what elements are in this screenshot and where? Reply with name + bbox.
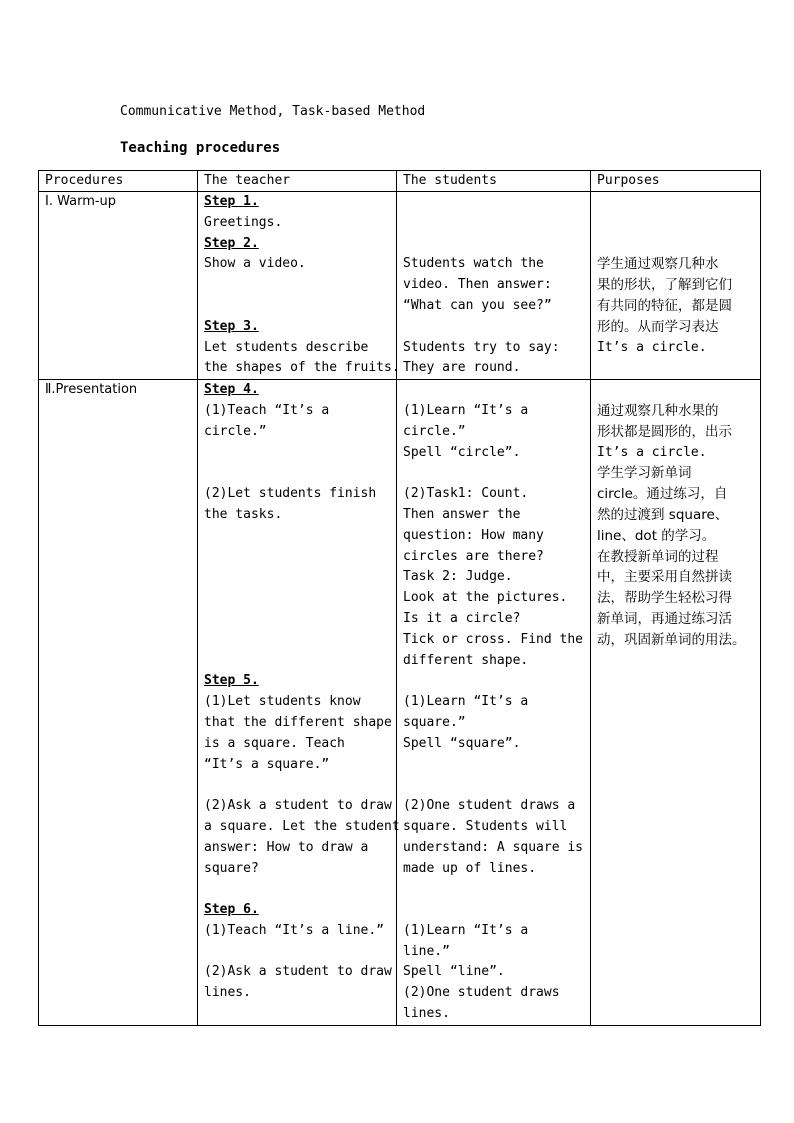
cell-text-line: [403, 755, 588, 776]
cell-text-line: They are round.: [403, 360, 521, 376]
cell-text-line: circles are there?: [403, 548, 544, 564]
step-label: Step 4.: [204, 382, 259, 398]
cell-text-line: [204, 630, 394, 651]
cell-text-line: It’s a circle.: [597, 339, 707, 355]
cell-text-line: [597, 213, 758, 234]
cell-text-line: (2)Ask a student to draw: [204, 798, 392, 814]
cell-text-line: question: How many: [403, 527, 544, 543]
step-label: Step 3.: [204, 318, 259, 334]
section-heading: Teaching procedures: [120, 140, 281, 156]
cell-text-line: “It’s a square.”: [204, 756, 330, 772]
cell-text-line: circle。通过练习，自: [597, 486, 728, 503]
cell-text-line: 形状都是圆形的，出示: [597, 423, 732, 440]
cell-text-line: 动，巩固新单词的用法。: [597, 631, 746, 648]
cell-text-line: square.”: [403, 714, 466, 730]
cell-text-line: square?: [204, 860, 259, 876]
header-purposes: Purposes: [591, 171, 761, 192]
header-teacher: The teacher: [198, 171, 397, 192]
cell-text-line: made up of lines.: [403, 860, 537, 876]
cell-text-line: [204, 609, 394, 630]
cell-text-line: the shapes of the fruits.: [204, 360, 400, 376]
cell-text-line: Students try to say:: [403, 339, 560, 355]
table-row-presentation: [39, 380, 761, 1026]
cell-text-line: 法，帮助学生轻松习得: [597, 590, 732, 607]
cell-text-line: [204, 463, 394, 484]
cell-text-line: Look at the pictures.: [403, 590, 568, 606]
cell-text-line: line.”: [403, 943, 450, 959]
teacher-cell: [198, 380, 400, 1026]
cell-text-line: [597, 192, 758, 213]
cell-text-line: circle.”: [204, 423, 267, 439]
cell-text-line: different shape.: [403, 652, 529, 668]
cell-text-line: (1)Learn “It’s a: [403, 694, 529, 710]
cell-text-line: 在教授新单词的过程: [597, 548, 719, 565]
cell-text-line: answer: How to draw a: [204, 839, 369, 855]
cell-text-line: (1)Let students know: [204, 694, 361, 710]
cell-text-line: (1)Learn “It’s a: [403, 402, 529, 418]
cell-text-line: 然的过渡到 square、: [597, 506, 729, 523]
cell-text-line: Greetings.: [204, 214, 283, 230]
cell-text-line: It’s a circle.: [597, 444, 707, 460]
purposes-cell: [591, 380, 761, 1026]
cell-text-line: (2)Task1: Count.: [403, 486, 529, 502]
cell-text-line: [403, 192, 588, 213]
cell-text-line: [403, 380, 588, 401]
cell-text-line: [403, 775, 588, 796]
teaching-methods-line: Communicative Method, Task-based Method: [120, 104, 426, 119]
cell-text-line: [204, 567, 394, 588]
cell-text-line: (2)One student draws a: [403, 798, 576, 814]
cell-text-line: Spell “circle”.: [403, 444, 521, 460]
table-header-row: [39, 171, 761, 192]
cell-text-line: (1)Learn “It’s a: [403, 922, 529, 938]
cell-text-line: [597, 234, 758, 255]
step-label: Step 6.: [204, 902, 259, 918]
table-row-warm-up: [39, 192, 761, 380]
cell-text-line: Is it a circle?: [403, 610, 521, 626]
cell-text-line: that the different shape: [204, 714, 392, 730]
cell-text-line: 中，主要采用自然拼读: [597, 569, 732, 586]
teacher-cell: [198, 192, 400, 380]
cell-text-line: [403, 234, 588, 255]
cell-text-line: [204, 651, 394, 672]
cell-text-line: the tasks.: [204, 506, 283, 522]
cell-text-line: [403, 213, 588, 234]
cell-text-line: 形的。从而学习表达: [597, 318, 719, 335]
cell-text-line: video. Then answer:: [403, 277, 552, 293]
cell-text-line: [204, 588, 394, 609]
cell-text-line: Then answer the: [403, 506, 521, 522]
step-label: Step 2.: [204, 235, 259, 251]
cell-text-line: [403, 671, 588, 692]
cell-text-line: lines.: [204, 985, 251, 1001]
cell-text-line: [597, 380, 758, 401]
cell-text-line: Let students describe: [204, 339, 369, 355]
step-label: Step 1.: [204, 194, 259, 209]
cell-text-line: Spell “square”.: [403, 735, 521, 751]
procedure-cell: [39, 380, 198, 1026]
cell-text-line: [204, 526, 394, 547]
cell-text-line: “What can you see?”: [403, 297, 552, 313]
cell-text-line: 果的形状，了解到它们: [597, 277, 732, 294]
cell-text-line: [204, 296, 394, 317]
cell-text-line: [403, 900, 588, 921]
cell-text-line: line、dot 的学习。: [597, 527, 716, 544]
cell-text-line: Tick or cross. Find the: [403, 631, 584, 647]
procedures-table: [38, 170, 761, 1026]
cell-text-line: 通过观察几种水果的: [597, 402, 719, 419]
cell-text-line: [204, 775, 394, 796]
cell-text-line: (1)Teach “It’s a: [204, 402, 330, 418]
cell-text-line: [403, 317, 588, 338]
cell-text-line: understand: A square is: [403, 839, 584, 855]
procedure-cell: [39, 192, 198, 380]
cell-text-line: [403, 463, 588, 484]
cell-text-line: Students watch the: [403, 256, 544, 272]
cell-text-line: Task 2: Judge.: [403, 569, 513, 585]
students-cell: [397, 192, 591, 380]
cell-text-line: Show a video.: [204, 256, 306, 272]
procedure-label: Ⅱ.Presentation: [45, 382, 138, 398]
cell-text-line: Spell “line”.: [403, 964, 505, 980]
cell-text-line: 学生通过观察几种水: [597, 256, 719, 273]
cell-text-line: 学生学习新单词: [597, 465, 692, 482]
cell-text-line: [204, 547, 394, 568]
cell-text-line: square. Students will: [403, 818, 568, 834]
cell-text-line: 有共同的特征，都是圆: [597, 297, 732, 314]
cell-text-line: lines.: [403, 1006, 450, 1022]
cell-text-line: circle.”: [403, 423, 466, 439]
cell-text-line: [403, 879, 588, 900]
cell-text-line: [204, 1004, 394, 1025]
cell-text-line: is a square. Teach: [204, 735, 345, 751]
cell-text-line: [597, 358, 758, 379]
purposes-cell: [591, 192, 761, 380]
students-cell: [397, 380, 591, 1026]
cell-text-line: [204, 879, 394, 900]
cell-text-line: [204, 942, 394, 963]
header-procedures: Procedures: [39, 171, 198, 192]
cell-text-line: a square. Let the student: [204, 818, 400, 834]
cell-text-line: 新单词，再通过练习活: [597, 610, 732, 627]
cell-text-line: (1)Teach “It’s a line.”: [204, 922, 385, 938]
cell-text-line: (2)Let students finish: [204, 486, 377, 502]
header-students: The students: [397, 171, 591, 192]
cell-text-line: (2)Ask a student to draw: [204, 964, 392, 980]
procedure-label: Ⅰ. Warm-up: [45, 194, 117, 209]
cell-text-line: [204, 443, 394, 464]
cell-text-line: (2)One student draws: [403, 985, 560, 1001]
step-label: Step 5.: [204, 673, 259, 689]
cell-text-line: [204, 275, 394, 296]
